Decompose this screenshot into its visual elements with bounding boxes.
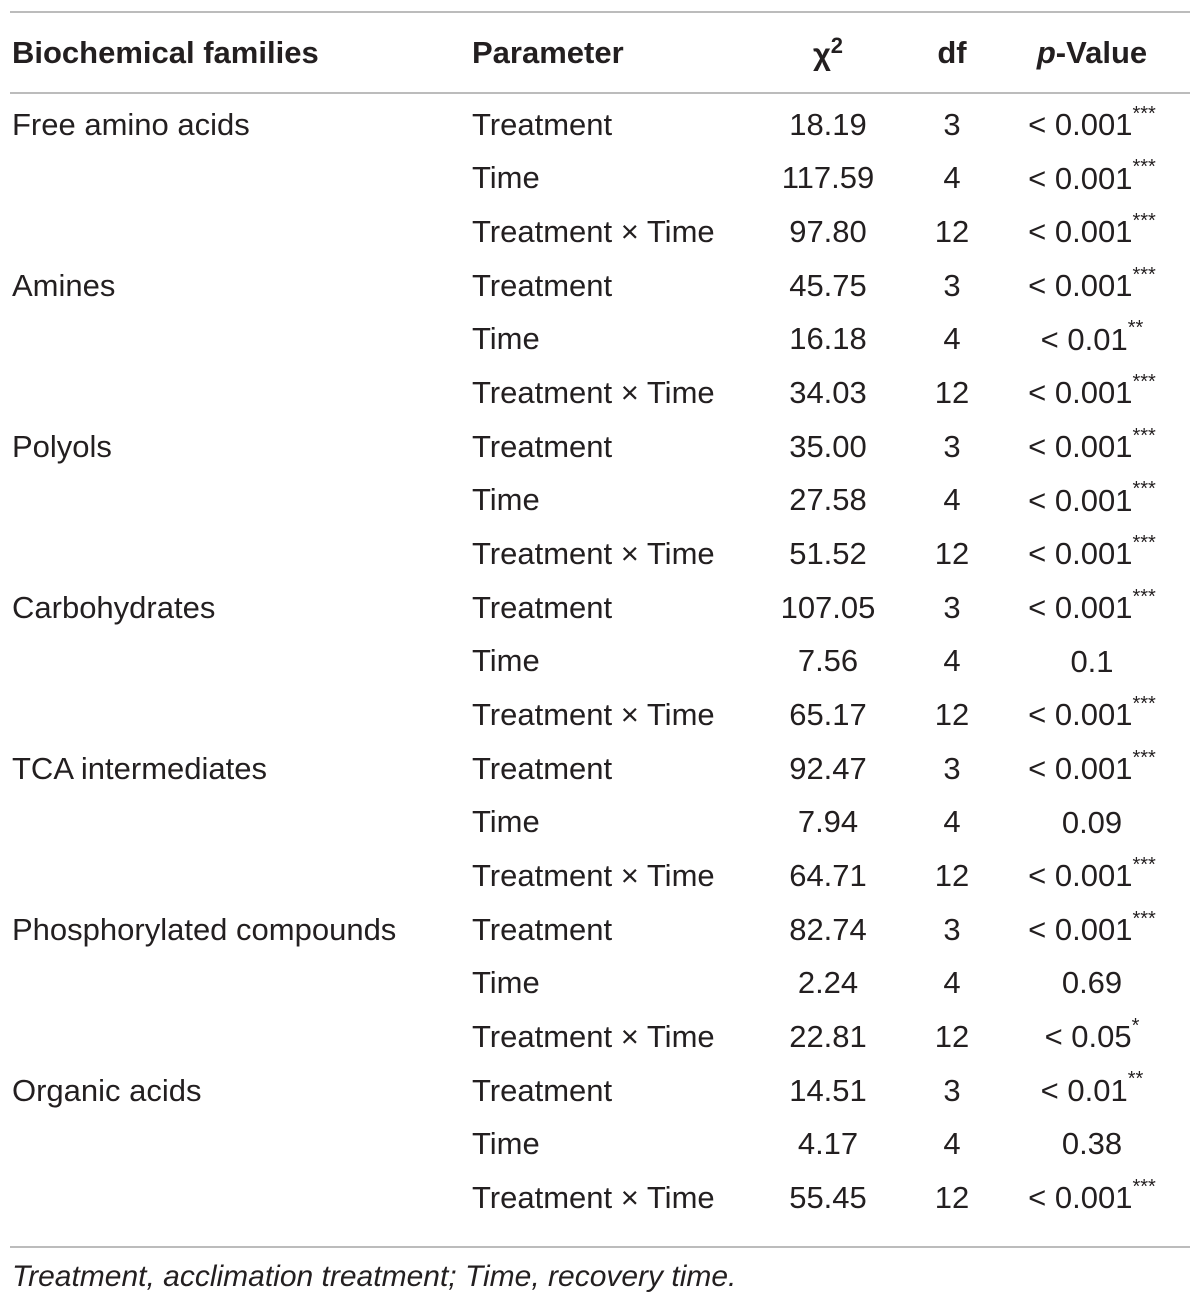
chi2-cell: 45.75 [789,267,867,303]
header-parameter: Parameter [472,35,624,70]
parameter-cell: Treatment × Time [472,858,715,894]
significance-stars: *** [1132,424,1156,447]
significance-stars: *** [1132,478,1156,501]
pvalue-text: < 0.01 [1040,321,1128,357]
table-row [10,635,1192,689]
bottom-rule [10,1246,1190,1248]
pvalue-cell [992,152,1192,206]
family-cell: Amines [12,267,116,303]
significance-stars: *** [1132,102,1156,125]
pvalue-text: < 0.001 [1028,589,1133,625]
table-row [10,92,1192,152]
pvalue-cell [992,527,1192,581]
df-cell: 12 [934,1179,970,1215]
df-cell: 4 [943,160,961,196]
pvalue-text: < 0.001 [1028,482,1133,518]
significance-stars: * [1131,1014,1140,1037]
pvalue-cell [992,635,1192,689]
chi2-cell: 4.17 [797,1126,859,1162]
table-row [10,957,1192,1011]
chi-exponent: 2 [830,33,844,59]
parameter-cell: Time [472,643,540,679]
significance-stars: *** [1132,263,1156,286]
pvalue-cell [992,957,1192,1011]
table-row [10,1171,1192,1225]
chi2-cell: 7.56 [797,643,859,679]
chi2-cell: 55.45 [789,1179,867,1215]
pvalue-text: 0.69 [1061,965,1123,1001]
df-cell: 12 [934,214,970,250]
header-family: Biochemical families [12,35,319,70]
chi2-cell: 117.59 [781,160,875,196]
family-cell [10,849,472,903]
chi2-cell: 2.24 [797,965,859,1001]
table-footnote: Treatment, acclimation treatment; Time, recovery time. [12,1260,737,1293]
pvalue-cell [992,688,1192,742]
parameter-cell: Treatment × Time [472,1179,715,1215]
parameter-cell: Treatment × Time [472,375,715,411]
family-cell [10,474,472,528]
pvalue-cell [992,366,1192,420]
parameter-cell: Treatment [472,911,613,947]
pvalue-cell [992,581,1192,635]
df-cell: 3 [943,267,961,303]
table-row [10,474,1192,528]
pvalue-cell [992,796,1192,850]
chi2-cell: 18.19 [789,106,867,142]
significance-stars: *** [1132,692,1156,715]
parameter-cell: Time [472,160,540,196]
significance-stars: *** [1132,370,1156,393]
chi2-cell: 22.81 [789,1018,867,1054]
df-cell: 12 [934,375,970,411]
chi2-cell: 65.17 [789,697,867,733]
chi2-cell: 34.03 [789,375,867,411]
pvalue-text: < 0.001 [1028,697,1133,733]
pvalue-text: < 0.001 [1028,1180,1133,1216]
chi2-cell: 97.80 [789,214,867,250]
parameter-cell: Treatment [472,106,613,142]
significance-stars: ** [1127,1068,1144,1091]
pvalue-text: < 0.05 [1044,1019,1132,1055]
header-chi2 [744,14,912,92]
pvalue-text: < 0.001 [1028,911,1133,947]
df-cell: 4 [943,643,961,679]
table-row [10,903,1192,957]
parameter-cell: Treatment [472,589,613,625]
table-row [10,688,1192,742]
pvalue-text: < 0.001 [1028,160,1133,196]
significance-stars: *** [1132,1175,1156,1198]
table-row [10,152,1192,206]
table-row [10,366,1192,420]
df-cell: 12 [934,697,970,733]
table-body [10,92,1192,1225]
df-cell: 3 [943,589,961,625]
chi2-cell: 92.47 [789,750,867,786]
pvalue-cell [992,259,1192,313]
parameter-cell: Treatment × Time [472,214,715,250]
significance-stars: *** [1132,585,1156,608]
family-cell [10,1010,472,1064]
family-cell: TCA intermediates [12,750,267,786]
pvalue-text: < 0.001 [1028,858,1133,894]
significance-stars: *** [1132,907,1156,930]
family-cell [10,635,472,689]
chi2-cell: 35.00 [789,428,867,464]
table-row [10,1064,1192,1118]
significance-stars: *** [1132,746,1156,769]
pvalue-text: < 0.001 [1028,375,1133,411]
pvalue-text: < 0.001 [1028,106,1133,142]
table-row [10,742,1192,796]
pvalue-cell [992,1010,1192,1064]
significance-stars: *** [1132,156,1156,179]
header-df: df [937,35,967,70]
pvalue-cell [992,1117,1192,1171]
family-cell [10,152,472,206]
family-cell: Phosphorylated compounds [12,911,397,947]
df-cell: 12 [934,1018,970,1054]
df-cell: 3 [943,428,961,464]
pvalue-text: < 0.001 [1028,267,1133,303]
parameter-cell: Treatment × Time [472,536,715,572]
parameter-cell: Treatment × Time [472,1018,715,1054]
family-cell [10,366,472,420]
df-cell: 3 [943,106,961,142]
chi-symbol: χ [812,36,831,72]
header-pvalue [992,14,1192,92]
pvalue-cell [992,1064,1192,1118]
top-rule [10,11,1190,13]
table-row [10,1117,1192,1171]
table-row [10,205,1192,259]
family-cell: Organic acids [12,1072,202,1108]
pvalue-text: < 0.001 [1028,214,1133,250]
df-cell: 4 [943,804,961,840]
pvalue-cell [992,92,1192,152]
family-cell [10,688,472,742]
pvalue-text: 0.1 [1070,643,1114,679]
chi2-cell: 27.58 [789,482,867,518]
table-row [10,1010,1192,1064]
parameter-cell: Time [472,321,540,357]
chi2-cell: 64.71 [789,858,867,894]
pvalue-cell [992,205,1192,259]
significance-stars: *** [1132,531,1156,554]
chi2-cell: 107.05 [780,589,876,625]
family-cell [10,313,472,367]
parameter-cell: Time [472,804,540,840]
parameter-cell: Treatment [472,750,613,786]
chi2-cell: 51.52 [789,536,867,572]
df-cell: 4 [943,482,961,518]
pvalue-cell [992,1171,1192,1225]
parameter-cell: Treatment [472,267,613,303]
chi2-cell: 16.18 [789,321,867,357]
chi2-cell: 82.74 [789,911,867,947]
family-cell: Carbohydrates [12,589,216,625]
pvalue-text: 0.38 [1061,1126,1123,1162]
significance-stars: *** [1132,209,1156,232]
df-cell: 3 [943,911,961,947]
table-row [10,313,1192,367]
pvalue-text: < 0.01 [1040,1072,1128,1108]
parameter-cell: Time [472,965,540,1001]
family-cell [10,205,472,259]
df-cell: 4 [943,965,961,1001]
family-cell: Polyols [12,428,112,464]
df-cell: 3 [943,750,961,786]
pvalue-cell [992,903,1192,957]
df-cell: 3 [943,1072,961,1108]
family-cell [10,796,472,850]
pvalue-cell [992,420,1192,474]
header-pvalue-rest: -Value [1055,35,1148,70]
family-cell [10,957,472,1011]
parameter-cell: Time [472,482,540,518]
pvalue-text: < 0.001 [1028,428,1133,464]
header-row [10,14,1192,92]
parameter-cell: Treatment × Time [472,697,715,733]
parameter-cell: Treatment [472,428,613,464]
pvalue-cell [992,742,1192,796]
family-cell [10,1117,472,1171]
pvalue-text: < 0.001 [1028,536,1133,572]
table-row [10,796,1192,850]
pvalue-cell [992,474,1192,528]
table-row [10,420,1192,474]
df-cell: 12 [934,536,970,572]
significance-stars: ** [1127,317,1144,340]
chi2-cell: 7.94 [797,804,859,840]
family-cell: Free amino acids [12,106,250,142]
chi2-cell: 14.51 [789,1072,867,1108]
df-cell: 12 [934,858,970,894]
df-cell: 4 [943,1126,961,1162]
pvalue-text: < 0.001 [1028,750,1133,786]
anova-table [10,14,1192,1225]
parameter-cell: Time [472,1126,540,1162]
pvalue-text: 0.09 [1061,804,1123,840]
parameter-cell: Treatment [472,1072,613,1108]
table-row [10,259,1192,313]
significance-stars: *** [1132,853,1156,876]
table-row [10,849,1192,903]
table-row [10,527,1192,581]
header-pvalue-p: p [1036,35,1056,70]
df-cell: 4 [943,321,961,357]
pvalue-cell [992,849,1192,903]
family-cell [10,527,472,581]
table-row [10,581,1192,635]
pvalue-cell [992,313,1192,367]
family-cell [10,1171,472,1225]
